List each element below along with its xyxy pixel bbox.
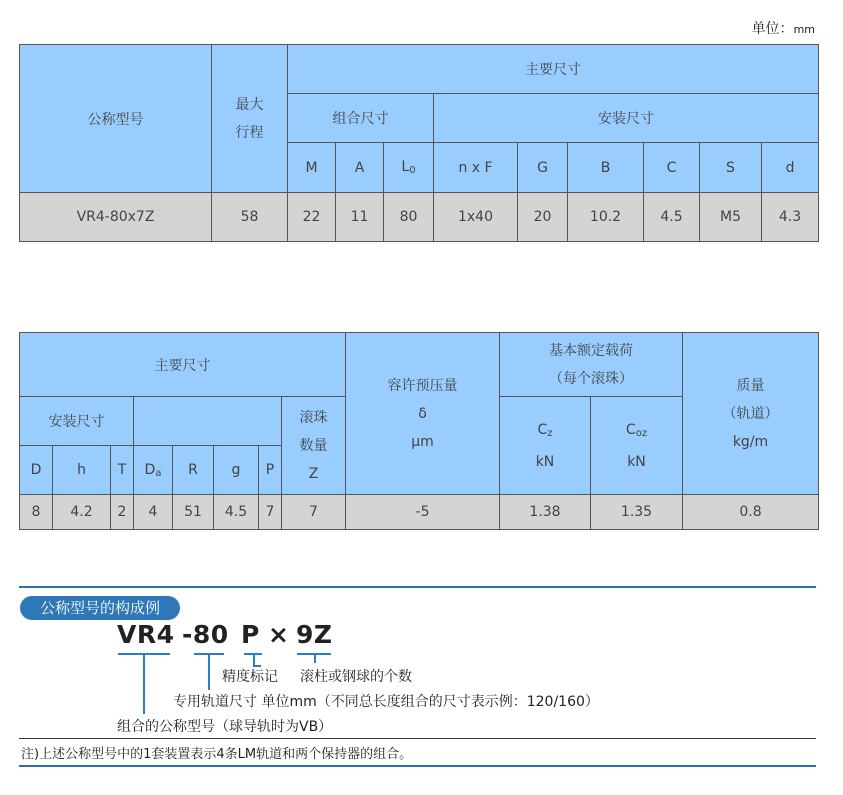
cell-preload: -5 [346, 495, 500, 530]
header-coz-unit: kN [627, 453, 646, 470]
header-model: 公称型号 [20, 45, 212, 193]
header-rollers-line1: 滚珠 [299, 409, 328, 426]
header-m: M [288, 143, 336, 193]
header-h: h [53, 446, 111, 495]
header-l0-main: L [401, 159, 410, 175]
header-preload-line1: 容许预压量 [387, 377, 458, 394]
header-cz-sub: z [547, 427, 553, 439]
cell-c: 4.5 [644, 193, 700, 242]
table-row [20, 495, 819, 530]
header-max-stroke-line2: 行程 [235, 124, 264, 141]
header-preload-line3: μm [411, 433, 434, 450]
cell-p: 7 [259, 495, 282, 530]
header-cz [500, 397, 591, 495]
example-badge: 公称型号的构成例 [20, 596, 180, 620]
code-vr4: VR4 [117, 620, 175, 649]
cell-t: 2 [111, 495, 134, 530]
header-g: G [518, 143, 568, 193]
cell-coz: 1.35 [591, 495, 683, 530]
label-precision: 精度标记 [222, 669, 278, 685]
header-load-line1: 基本额定载荷 [549, 342, 633, 359]
header-nxf: n x F [434, 143, 518, 193]
header-coz [591, 397, 683, 495]
cell-d2: 8 [20, 495, 53, 530]
cell-b: 10.2 [568, 193, 644, 242]
header-r: R [173, 446, 214, 495]
leader-rollers [314, 653, 316, 663]
section-bottom-rule [19, 765, 816, 767]
cell-r: 51 [173, 495, 214, 530]
header-max-stroke-line1: 最大 [235, 96, 264, 113]
header-mass-line1: 质量 [736, 377, 765, 394]
header-c: C [644, 143, 700, 193]
footnote: 注)上述公称型号中的1套装置表示4条LM轨道和两个保持器的组合。 [21, 747, 413, 762]
cell-g2: 4.5 [214, 495, 259, 530]
table-row [20, 193, 819, 242]
header-mass [683, 333, 819, 495]
cell-s: M5 [700, 193, 762, 242]
header-b: B [568, 143, 644, 193]
header-l0-sub: 0 [409, 165, 416, 176]
leader-vr4 [143, 653, 145, 714]
header-rollers-line3: Z [308, 465, 319, 482]
cell-da: 4 [134, 495, 173, 530]
cell-d: 4.3 [762, 193, 819, 242]
header-p: P [259, 446, 282, 495]
cell-h: 4.2 [53, 495, 111, 530]
header-da-sub: a [155, 467, 162, 479]
header-t: T [111, 446, 134, 495]
header-coz-sub: oz [635, 427, 648, 439]
cell-l0: 80 [384, 193, 434, 242]
header-preload-line2: δ [418, 405, 427, 422]
cell-cz: 1.38 [500, 495, 591, 530]
label-rollers: 滚柱或钢球的个数 [300, 669, 412, 685]
header-cz-unit: kN [535, 453, 555, 470]
header-preload [346, 333, 500, 495]
header-mass-line3: kg/m [732, 433, 769, 450]
cell-stroke: 58 [212, 193, 288, 242]
header-a: A [336, 143, 384, 193]
header-load-line2: （每个滚珠） [549, 370, 633, 387]
cell-model: VR4-80x7Z [20, 193, 212, 242]
header-mount-dims-2: 安装尺寸 [20, 397, 134, 446]
section-top-rule [19, 586, 816, 588]
header-da-main: D [144, 461, 156, 478]
header-da [134, 446, 173, 495]
header-d: d [762, 143, 819, 193]
header-main-dims-2: 主要尺寸 [20, 333, 346, 397]
unit-label [752, 18, 815, 38]
header-cz-main: C [537, 421, 548, 438]
cell-mass: 0.8 [683, 495, 819, 530]
code-times: × [268, 620, 290, 649]
header-mount-dims: 安装尺寸 [434, 94, 819, 143]
header-load-rating [500, 333, 683, 397]
note-top-rule [19, 738, 816, 739]
header-mass-line2: （轨道） [722, 405, 779, 422]
cell-nxf: 1x40 [434, 193, 518, 242]
spec-table-1 [19, 44, 819, 242]
header-d2: D [20, 446, 53, 495]
header-l0 [384, 143, 434, 193]
code-rollers: 9Z [296, 620, 333, 649]
header-blank [134, 397, 282, 446]
cell-m: 22 [288, 193, 336, 242]
header-g2: g [214, 446, 259, 495]
label-length: 专用轨道尺寸 单位mm（不同总长度组合的尺寸表示例：120/160） [173, 694, 599, 710]
unit-value: mm [793, 23, 815, 36]
code-length: -80 [182, 620, 229, 649]
cell-z: 7 [282, 495, 346, 530]
unit-label-text: 单位： [751, 21, 794, 37]
header-rollers [282, 397, 346, 495]
header-max-stroke [212, 45, 288, 193]
cell-g: 20 [518, 193, 568, 242]
label-model: 组合的公称型号（球导轨时为VB） [117, 719, 333, 735]
header-main-dims: 主要尺寸 [288, 45, 819, 94]
header-combo-dims: 组合尺寸 [288, 94, 434, 143]
header-rollers-line2: 数量 [299, 437, 328, 454]
cell-a: 11 [336, 193, 384, 242]
spec-table-2 [19, 332, 819, 530]
code-precision: P [241, 620, 260, 649]
header-s: S [700, 143, 762, 193]
header-coz-main: C [625, 421, 636, 438]
leader-length [208, 653, 210, 690]
